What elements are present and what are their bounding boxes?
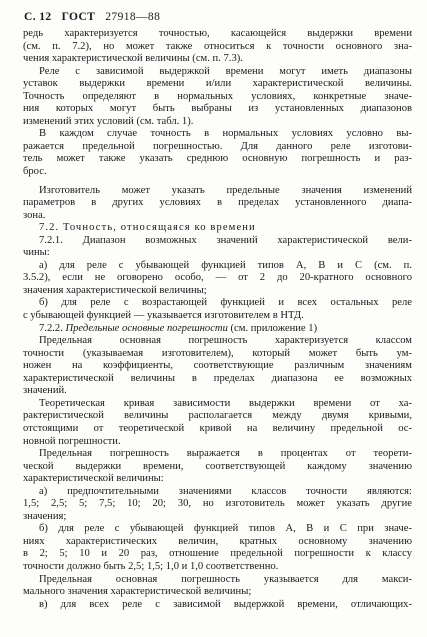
text-line: отстоящими от теоретической кривой на величину предельной ос- xyxy=(23,422,412,434)
text-line: характеристической величины: xyxy=(23,473,164,485)
text-line: Предельная погрешность выражается в процентах от теорети- xyxy=(39,448,412,460)
text-line: рактеристической величины располагается между двумя кривыми, xyxy=(23,410,412,422)
text-line: чины: xyxy=(23,247,50,259)
text-line: 1,5; 2,5; 5; 7,5; 10; 20; 30, но изготовитель может указать другие xyxy=(23,498,412,510)
text-line: 7.2. Точность, относящаяся ко времени xyxy=(39,222,256,234)
text-line: редь характеризуется точностью, касающейся выдержки времени xyxy=(23,28,412,39)
italic-term: Предельные основные погрешности xyxy=(65,322,228,334)
text-line: б) для реле с возрастающей функцией и всех остальных реле xyxy=(39,297,412,309)
text-line: мального значения характеристической величины; xyxy=(23,586,252,598)
text-line: значений. xyxy=(23,385,67,397)
text-line: 7.2.2. Предельные основные погрешности (см. приложение 1) xyxy=(39,322,318,334)
text-line: Теоретическая кривая зависимости выдержки времени от ха- xyxy=(39,397,412,409)
text-line: параметров в других условиях в пределах установленного диапа- xyxy=(23,197,412,209)
text-line: точности (указываемая изготовителем), который может быть ум- xyxy=(23,347,412,359)
text-line: ражается предельной погрешностью. Для данного реле изготови- xyxy=(23,140,412,152)
text-line: Предельная основная погрешность характеризуется классом xyxy=(39,335,412,347)
text-line: (см. п. 7.2), но может также относиться к точности основного зна- xyxy=(23,40,412,52)
text-line: точности должно быть 2,5; 1,5; 1,0 и 1,0 соответственно. xyxy=(23,560,279,572)
text-line: брос. xyxy=(23,166,47,178)
text-line: Изготовитель может указать предельные значения изменений xyxy=(39,184,412,196)
text-line: Точность определяют в нормальных условиях, конкретные значе- xyxy=(23,90,412,102)
text-line: ножен на коэффициенты, соответствующие различным значениям xyxy=(23,360,412,372)
text-line: изменений этих условий (см. табл. 1). xyxy=(23,115,194,127)
page-number: С. 12 xyxy=(24,11,52,23)
text-line: с убывающей функцией — указывается изготовителем в НТД. xyxy=(23,310,304,322)
text-line: в 2; 5; 10 и 20 раз, отношение предельной погрешности к классу xyxy=(23,548,412,560)
text-line: б) для реле с убывающей функцией типов А, В и С при значе- xyxy=(39,523,412,535)
text-line: значения; xyxy=(23,510,67,522)
text-line: уставок выдержки времени и/или характеристической величины. xyxy=(23,78,412,90)
text-line: тель может также указать среднюю основную погрешность и раз- xyxy=(23,153,412,165)
text-line: ческой выдержки времени, соответствующей каждому значению xyxy=(23,460,412,472)
text-line: 3.5.2), если не оговорено особо, — от 2 до 20-кратного основного xyxy=(23,272,412,284)
text-line: В каждом случае точность в нормальных условиях условно вы- xyxy=(39,128,412,140)
text-line: чения характеристической величины (см. п. 7.3). xyxy=(23,53,243,65)
page-header xyxy=(24,11,160,23)
text-line: Реле с зависимой выдержкой времени могут иметь диапазоны xyxy=(39,65,412,77)
text-line: Предельная основная погрешность указывается для макси- xyxy=(39,573,412,585)
text-line: значения характеристической величины; xyxy=(23,284,207,296)
standard-number: 27918—88 xyxy=(105,11,161,23)
text-line: 7.2.1. Диапазон возможных значений характеристической вели- xyxy=(39,234,412,246)
text-line: зона. xyxy=(23,209,46,221)
text-line: в) для всех реле с зависимой выдержкой времени, отличающих- xyxy=(39,598,412,610)
text-line: ния которых могут быть выбраны из установленных диапазонов xyxy=(23,103,412,115)
text-line: ниях характеристических величин, кратных основному значению xyxy=(23,535,412,547)
text-line: новной погрешности. xyxy=(23,435,121,447)
text-line: а) для реле с убывающей функцией типов А, В и С (см. п. xyxy=(39,259,412,271)
standard-label: ГОСТ xyxy=(61,11,96,23)
text-line: характеристической величины в пределах диапазона ее возможных xyxy=(23,372,412,384)
document-body xyxy=(23,28,412,611)
text-line: а) предпочтительными значениями классов точности являются: xyxy=(39,485,412,497)
